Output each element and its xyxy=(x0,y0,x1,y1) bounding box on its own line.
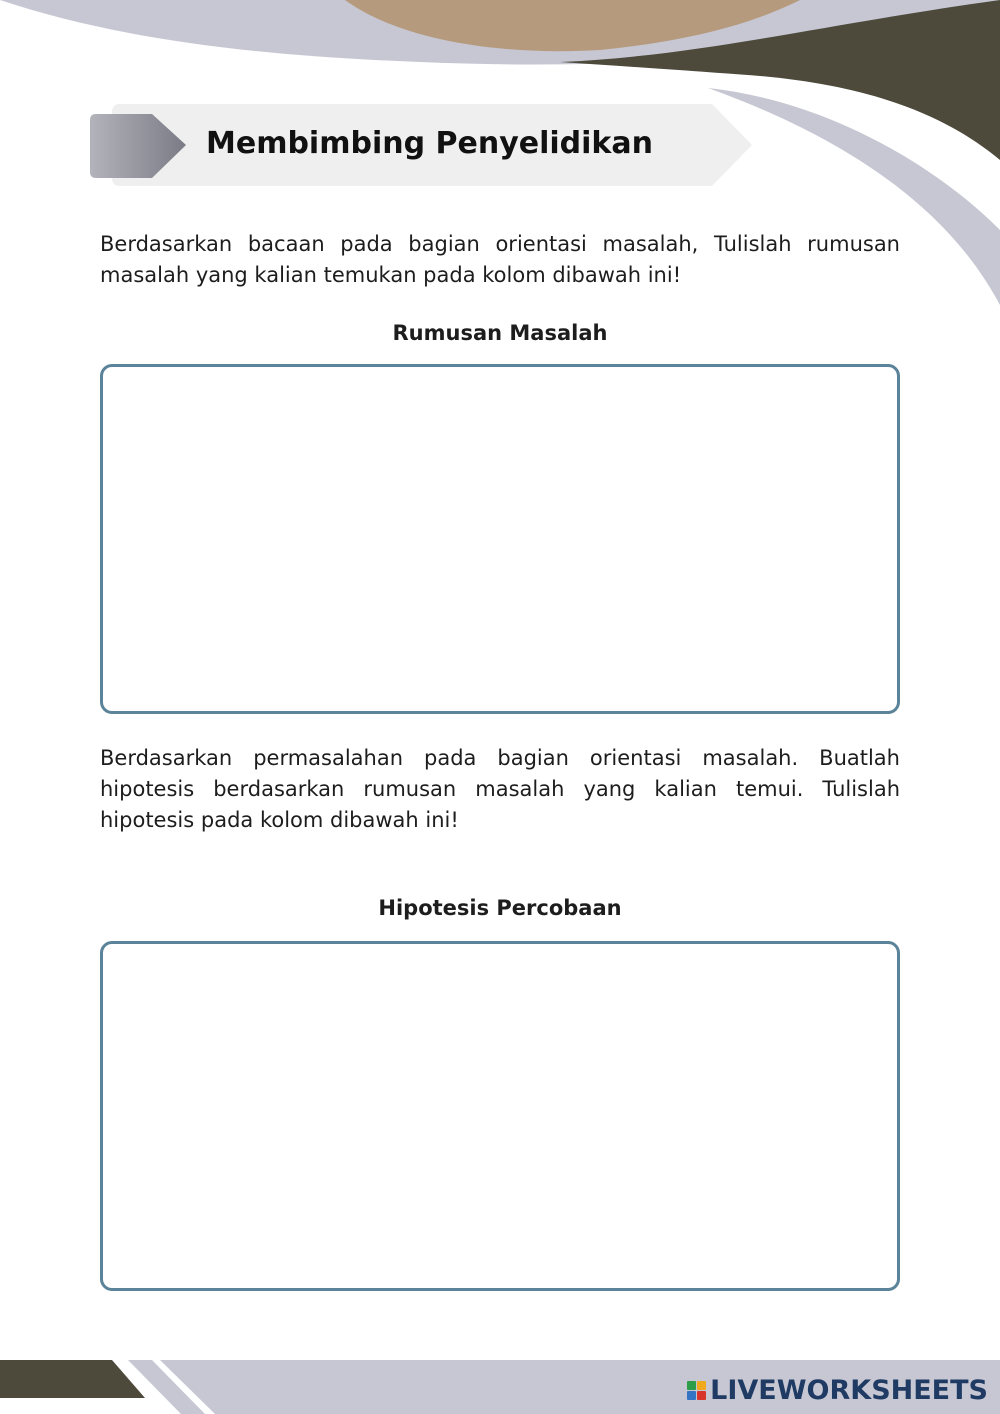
page-title: Membimbing Penyelidikan xyxy=(206,126,653,161)
liveworksheets-logo-icon xyxy=(687,1381,706,1400)
rumusan-masalah-input[interactable] xyxy=(103,367,897,711)
heading-hipotesis-percobaan: Hipotesis Percobaan xyxy=(378,896,622,920)
title-banner xyxy=(90,104,752,188)
instruction-hypothesis: Berdasarkan permasalahan pada bagian orientasi masalah. Buatlah hipotesis berdasarkan rumusan masalah yang kalian temui. Tulislah hipotesis pada kolom dibawah ini! xyxy=(100,746,900,832)
liveworksheets-logo xyxy=(687,1372,988,1408)
bottom-dark-band xyxy=(0,1360,145,1398)
logo-text: LIVEWORKSHEETS xyxy=(710,1374,988,1406)
hipotesis-percobaan-input[interactable] xyxy=(103,944,897,1288)
instruction-problem-formulation: Berdasarkan bacaan pada bagian orientasi masalah, Tulislah rumusan masalah yang kalian temukan pada kolom dibawah ini! xyxy=(100,232,900,287)
answer-box-hipotesis-percobaan xyxy=(100,941,900,1291)
heading-rumusan-masalah: Rumusan Masalah xyxy=(392,321,608,345)
answer-box-rumusan-masalah xyxy=(100,364,900,714)
